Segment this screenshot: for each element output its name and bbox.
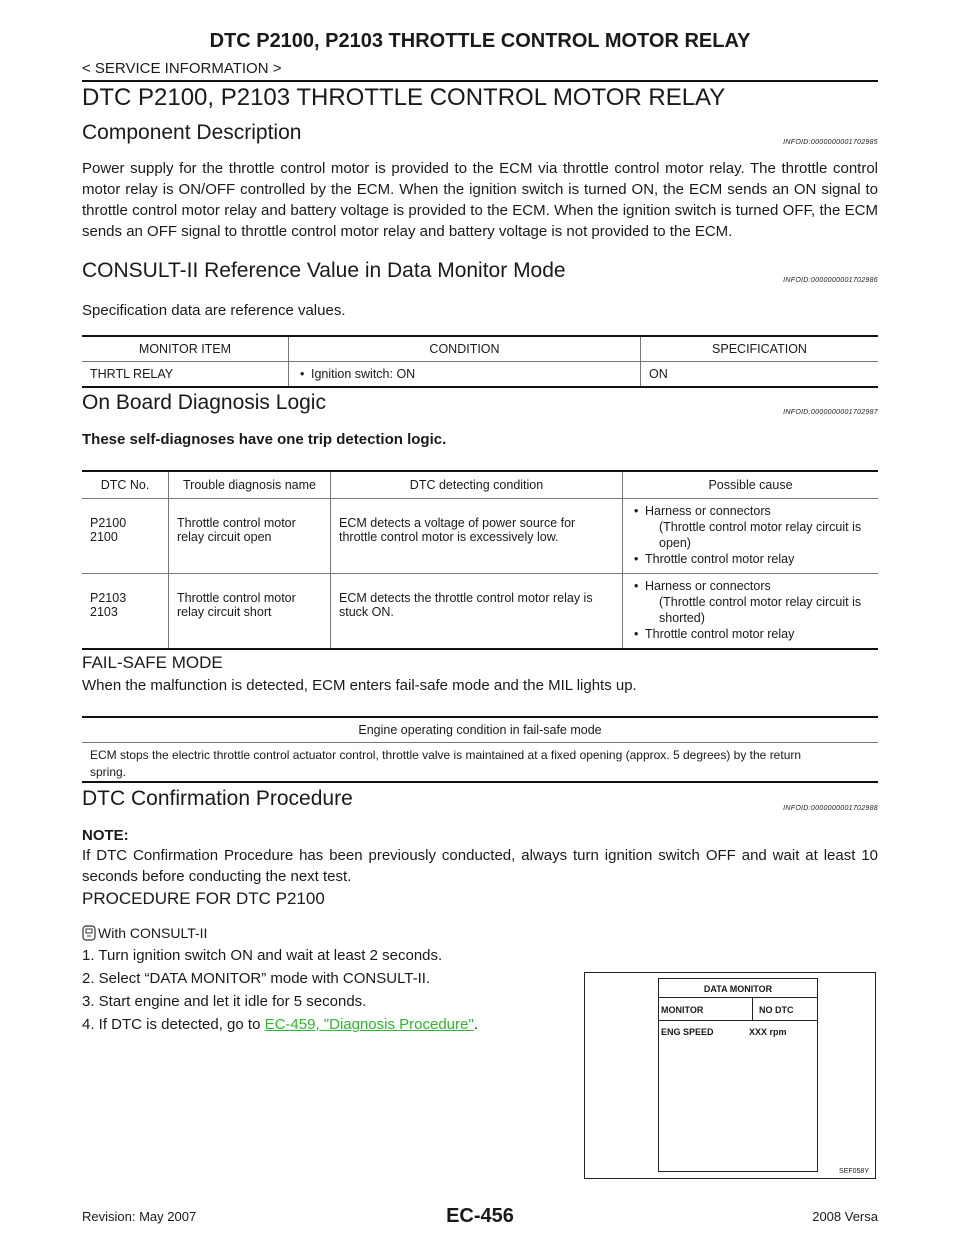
breadcrumb[interactable]: < SERVICE INFORMATION > [82, 60, 282, 77]
th-trouble-name: Trouble diagnosis name [169, 471, 331, 499]
screen-data-row: ENG SPEED XXX rpm [661, 1027, 787, 1037]
section-heading: On Board Diagnosis Logic [82, 391, 326, 414]
td-condition: ECM detects a voltage of power source for throttle control motor is excessively low. [331, 499, 623, 574]
th-condition: CONDITION [289, 336, 641, 362]
td-name: Throttle control motor relay circuit short [169, 574, 331, 650]
step-3: 3. Start engine and let it idle for 5 seconds. [82, 993, 367, 1010]
failsafe-heading: FAIL-SAFE MODE [82, 653, 223, 672]
footer-revision: Revision: May 2007 [82, 1209, 197, 1224]
obd-intro: These self-diagnoses have one trip detection logic. [82, 431, 447, 448]
td-dtc: P2103 2103 [82, 574, 169, 650]
procedure-heading: PROCEDURE FOR DTC P2100 [82, 889, 325, 908]
td-specification: ON [641, 362, 879, 388]
th-monitor-item: MONITOR ITEM [82, 336, 289, 362]
td-condition: • Ignition switch: ON [289, 362, 641, 388]
footer-model: 2008 Versa [812, 1209, 878, 1224]
obd-table [82, 470, 878, 650]
td-name: Throttle control motor relay circuit open [169, 499, 331, 574]
figure-caption: SEF058Y [839, 1168, 869, 1175]
th-failsafe: Engine operating condition in fail-safe mode [82, 717, 878, 743]
screen-header-row: MONITOR NO DTC [659, 998, 817, 1021]
table-row [82, 499, 878, 574]
note-label: NOTE: [82, 827, 129, 844]
footer-page-number: EC-456 [446, 1205, 514, 1227]
note-text: If DTC Confirmation Procedure has been previously conducted, always turn ignition switch OFF and wait at least 10 seconds before conducting the next test. [82, 847, 878, 885]
consult-screen [658, 978, 818, 1172]
section-component-description [82, 121, 878, 149]
td-dtc: P2100 2100 [82, 499, 169, 574]
th-detecting-condition: DTC detecting condition [331, 471, 623, 499]
td-cause: • Harness or connectors (Throttle control motor relay circuit is open) • Throttle control motor relay [623, 499, 879, 574]
td-condition: ECM detects the throttle control motor relay is stuck ON. [331, 574, 623, 650]
page-title: DTC P2100, P2103 THROTTLE CONTROL MOTOR RELAY [82, 84, 726, 111]
infoid: INFOID:0000000001702988 [783, 805, 878, 812]
failsafe-text: When the malfunction is detected, ECM enters fail-safe mode and the MIL lights up. [82, 677, 637, 694]
consult-text: Specification data are reference values. [82, 302, 346, 319]
section-dtc-confirmation [82, 787, 878, 815]
infoid: INFOID:0000000001702986 [783, 277, 878, 284]
with-consult: With CONSULT-II [82, 925, 207, 944]
td-cause: • Harness or connectors (Throttle control motor relay circuit is shorted) • Throttle control motor relay [623, 574, 879, 650]
failsafe-table [82, 716, 878, 783]
step-4: 4. If DTC is detected, go to EC-459, "Diagnosis Procedure". [82, 1016, 478, 1033]
component-description-text: Power supply for the throttle control motor is provided to the ECM via throttle control motor relay. The throttle control motor relay is ON/OFF controlled by the ECM. When the ignition switch is turned ON, the ECM sends an ON signal to throttle control motor relay and battery voltage is provided to the ECM. When the ignition switch is turned OFF, the ECM sends an OFF signal to throttle control motor relay and battery voltage is not provided to the ECM. [82, 160, 878, 240]
infoid: INFOID:0000000001702987 [783, 409, 878, 416]
section-heading: CONSULT-II Reference Value in Data Monitor Mode [82, 259, 566, 282]
header-title: DTC P2100, P2103 THROTTLE CONTROL MOTOR RELAY [209, 30, 751, 52]
section-consult [82, 259, 878, 287]
consult-table [82, 335, 878, 388]
step-1: 1. Turn ignition switch ON and wait at least 2 seconds. [82, 947, 443, 964]
section-heading: Component Description [82, 121, 302, 144]
td-monitor-item: THRTL RELAY [82, 362, 289, 388]
td-failsafe: ECM stops the electric throttle control actuator control, throttle valve is maintained at a fixed opening (approx. 5 degrees) by the return spring. [82, 743, 878, 783]
th-specification: SPECIFICATION [641, 336, 879, 362]
th-dtc-no: DTC No. [82, 471, 169, 499]
section-obd [82, 391, 878, 419]
section-heading: DTC Confirmation Procedure [82, 787, 353, 810]
th-possible-cause: Possible cause [623, 471, 879, 499]
diagnosis-procedure-link[interactable]: EC-459, "Diagnosis Procedure" [264, 1016, 474, 1033]
step-2: 2. Select “DATA MONITOR” mode with CONSULT-II. [82, 970, 431, 987]
data-monitor-figure [584, 972, 876, 1179]
table-row [82, 574, 878, 650]
consult-tool-icon [82, 925, 96, 944]
infoid: INFOID:0000000001702985 [783, 139, 878, 146]
procedure-steps [82, 947, 552, 1039]
header-rule [82, 80, 878, 82]
screen-title: DATA MONITOR [659, 979, 817, 998]
